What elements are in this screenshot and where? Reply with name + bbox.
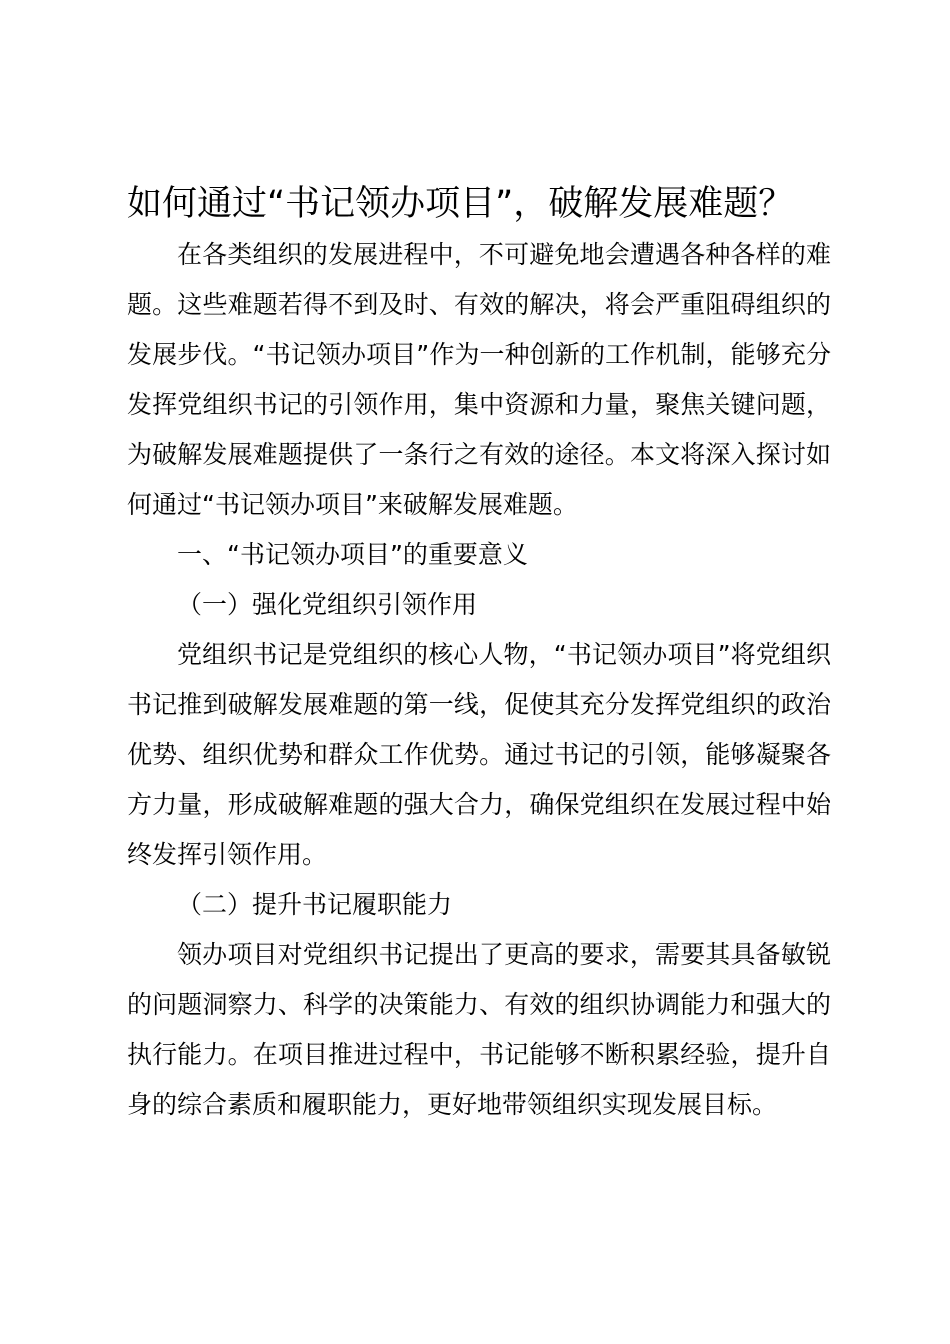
section-heading-1: 一、“书记领办项目”的重要意义 [177, 540, 528, 569]
subsection-heading-2: （二）提升书记履职能力 [177, 890, 453, 919]
paragraph-subsection-2: 领办项目对党组织书记提出了更高的要求，需要其具备敏锐的问题洞察力、科学的决策能力、有效的组织协调能力和强大的执行能力。在项目推进过程中，书记能够不断积累经验，提升自身的综合素质和履职能力，更好地带领组织实现发展目标。 [127, 940, 831, 1119]
document-body [127, 230, 831, 1130]
paragraph-subsection-1: 党组织书记是党组织的核心人物，“书记领办项目”将党组织书记推到破解发展难题的第一线，促使其充分发挥党组织的政治优势、组织优势和群众工作优势。通过书记的引领，能够凝聚各方力量，形成破解难题的强大合力，确保党组织在发展过程中始终发挥引领作用。 [127, 640, 831, 869]
subsection-heading-1: （一）强化党组织引领作用 [177, 590, 478, 619]
document-title: 如何通过“书记领办项目”，破解发展难题？ [127, 184, 794, 224]
paragraph-intro: 在各类组织的发展进程中，不可避免地会遭遇各种各样的难题。这些难题若得不到及时、有效的解决，将会严重阻碍组织的发展步伐。“书记领办项目”作为一种创新的工作机制，能够充分发挥党组织书记的引领作用，集中资源和力量，聚焦关键问题，为破解发展难题提供了一条行之有效的途径。本文将深入探讨如何通过“书记领办项目”来破解发展难题。 [127, 240, 831, 519]
